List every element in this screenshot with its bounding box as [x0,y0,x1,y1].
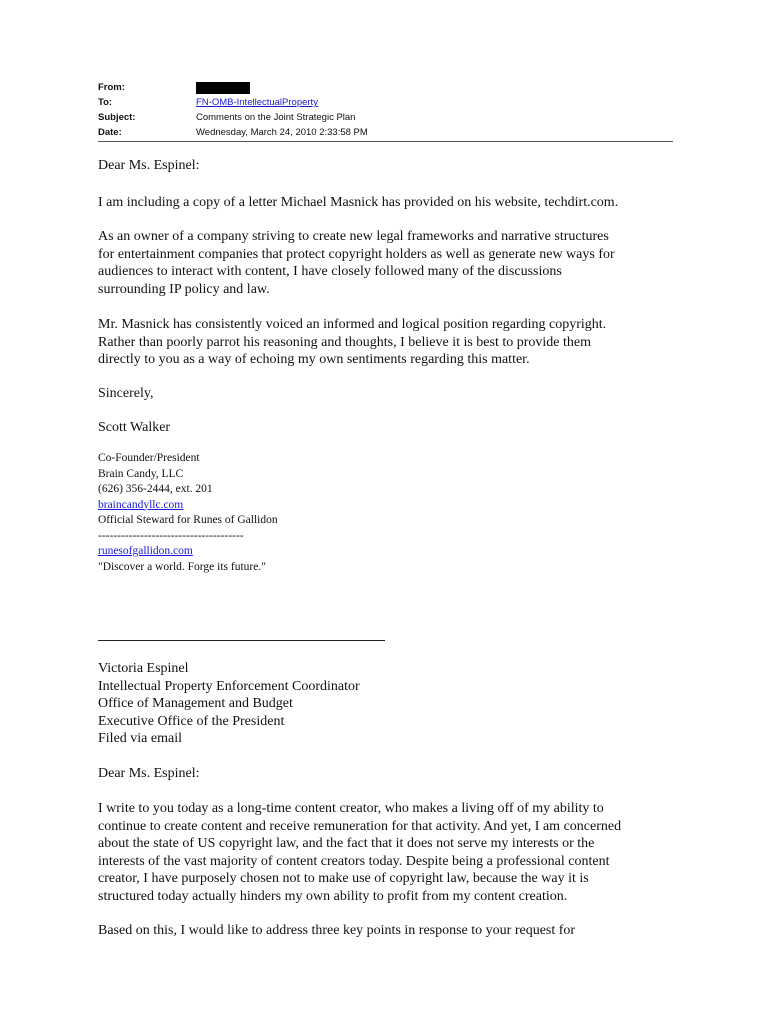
addressee-line: Filed via email [98,731,182,747]
cover-sender-name: Scott Walker [98,420,171,435]
cover-paragraph-2 [98,316,688,369]
signature-tagline: "Discover a world. Forge its future." [98,560,266,573]
text-line: I write to you today as a long-time content creator, who makes a living off of my ability to [98,801,604,816]
text-line: continue to create content and receive remuneration for that activity. And yet, I am concerned [98,818,622,834]
signature-phone: (626) 356-2444, ext. 201 [98,483,213,495]
date-label: Date: [98,127,122,138]
addressee-line: Executive Office of the President [98,713,285,729]
letter-salutation: Dear Ms. Espinel: [98,766,200,781]
from-label: From: [98,82,125,93]
cover-closing: Sincerely, [98,386,154,401]
to-value-link[interactable]: FN-OMB-IntellectualProperty [196,97,318,108]
text-line: interests of the vast majority of content creators today. Despite being a professional content [98,853,610,869]
subject-value: Comments on the Joint Strategic Plan [196,112,356,123]
to-label: To: [98,97,113,108]
cover-paragraph-1 [98,228,688,298]
addressee-line: Intellectual Property Enforcement Coordinator [98,678,360,694]
text-line: creator, I have purposely chosen not to make use of copyright law, because the way it is [98,871,589,887]
text-line: directly to you as a way of echoing my own sentiments regarding this matter. [98,352,530,368]
from-value-redacted [196,80,250,95]
text-line: As an owner of a company striving to create new legal frameworks and narrative structures [98,229,609,244]
cover-salutation: Dear Ms. Espinel: [98,158,200,173]
signature-divider: -------------------------------------- [98,529,244,542]
game-website-link[interactable]: runesofgallidon.com [98,545,193,557]
header-divider [98,141,673,142]
company-website-link[interactable]: braincandyllc.com [98,498,184,511]
text-line: Rather than poorly parrot his reasoning and thoughts, I believe it is best to provide them [98,334,592,350]
text-line: surrounding IP policy and law. [98,281,270,297]
addressee-line: Office of Management and Budget [98,696,293,712]
text-line: for entertainment companies that protect copyright holders as well as generate new ways for [98,246,615,262]
subject-label: Subject: [98,112,136,123]
letter-addressee [98,660,688,748]
signature-company: Brain Candy, LLC [98,467,184,480]
signature-block [98,451,278,575]
text-line: audiences to interact with content, I have closely followed many of the discussions [98,264,562,280]
addressee-line: Victoria Espinel [98,661,189,676]
text-line: about the state of US copyright law, and the fact that it does not serve my interests or the [98,836,595,852]
text-line: Mr. Masnick has consistently voiced an informed and logical position regarding copyright. [98,317,607,332]
date-value: Wednesday, March 24, 2010 2:33:58 PM [196,127,368,138]
letter-paragraph-1 [98,800,688,906]
cover-intro: I am including a copy of a letter Michael Masnick has provided on his website, techdirt.com. [98,195,619,210]
letter-paragraph-2: Based on this, I would like to address three key points in response to your request for [98,923,576,938]
letter-separator-line [98,640,385,641]
text-line: structured today actually hinders my own ability to profit from my content creation. [98,888,568,904]
signature-steward: Official Steward for Runes of Gallidon [98,514,278,526]
signature-title: Co-Founder/President [98,452,200,464]
